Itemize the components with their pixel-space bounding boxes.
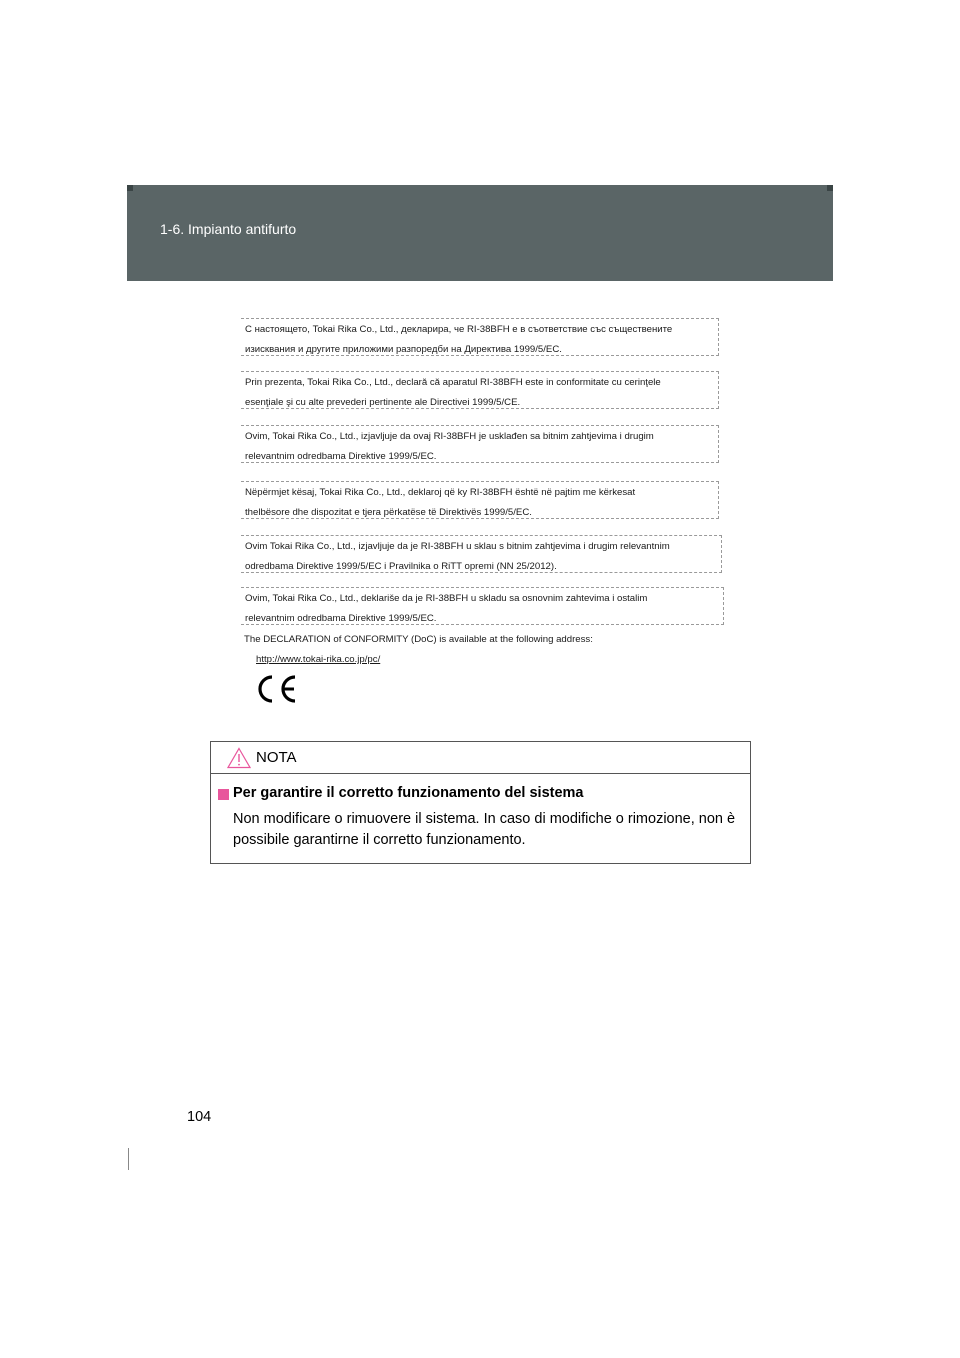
square-bullet-icon [218,789,229,800]
declaration-line: odredbama Direktive 1999/5/EC i Pravilnika o RiTT opremi (NN 25/2012). [245,561,557,572]
declaration-line: thelbësore dhe dispozitat e tjera përkatëse të Direktivës 1999/5/EC. [245,507,532,518]
nota-subheading: Per garantire il corretto funzionamento del sistema [233,785,584,801]
margin-mark [128,1148,129,1170]
declaration-line: изисквания и другите приложими разпоредби на Директива 1999/5/ЕС. [245,344,562,355]
declaration-line: relevantnim odredbama Direktive 1999/5/EC. [245,451,437,462]
section-title: 1-6. Impianto antifurto [160,221,297,237]
declaration-line: Ovim Tokai Rika Co., Ltd., izjavljuje da je RI-38BFH u sklau s bitnim zahtjevima i drugim relevantnim [245,541,670,552]
declaration-albanian [241,481,719,519]
declaration-croatian [241,535,722,573]
page-number: 104 [187,1109,212,1125]
doc-url-link[interactable]: http://www.tokai-rika.co.jp/pc/ [256,654,381,665]
declaration-serbian [241,587,724,625]
declaration-line: esenţiale şi cu alte prevederi pertinente ale Directivei 1999/5/CE. [245,397,521,408]
declaration-bulgarian [241,318,719,356]
declaration-romanian [241,371,719,409]
declaration-bosnian [241,425,719,463]
ce-mark-icon [253,673,299,705]
warning-triangle-icon [227,747,251,769]
nota-body-text: Non modificare o rimuovere il sistema. In caso di modifiche o rimozione, non è possibile garantirne il corretto funzionamento. [233,811,736,848]
declaration-line: Prin prezenta, Tokai Rika Co., Ltd., declară că aparatul RI-38BFH este in conformitate cu cerinţele [245,377,661,388]
doc-availability-text: The DECLARATION of CONFORMITY (DoC) is available at the following address: [244,634,593,645]
declaration-line: Nëpërmjet kësaj, Tokai Rika Co., Ltd., deklaroj që ky RI-38BFH është në pajtim me kërkesat [245,487,636,498]
section-header-band [127,185,833,281]
header-corner-left [127,185,133,191]
nota-label: NOTA [256,749,297,766]
declaration-line: Ovim, Tokai Rika Co., Ltd., deklariše da je RI-38BFH u skladu sa osnovnim zahtevima i ostalim [245,593,648,604]
nota-header [211,742,750,774]
declaration-line: relevantnim odredbama Direktive 1999/5/EC. [245,613,437,624]
declaration-line: С настоящето, Tokai Rika Co., Ltd., декларира, че RI-38BFH е в съответствие със съществените [245,324,673,335]
declaration-line: Ovim, Tokai Rika Co., Ltd., izjavljuje da ovaj RI-38BFH je usklađen sa bitnim zahtjevima i drugim [245,431,654,442]
nota-box [210,741,751,864]
header-corner-right [827,185,833,191]
